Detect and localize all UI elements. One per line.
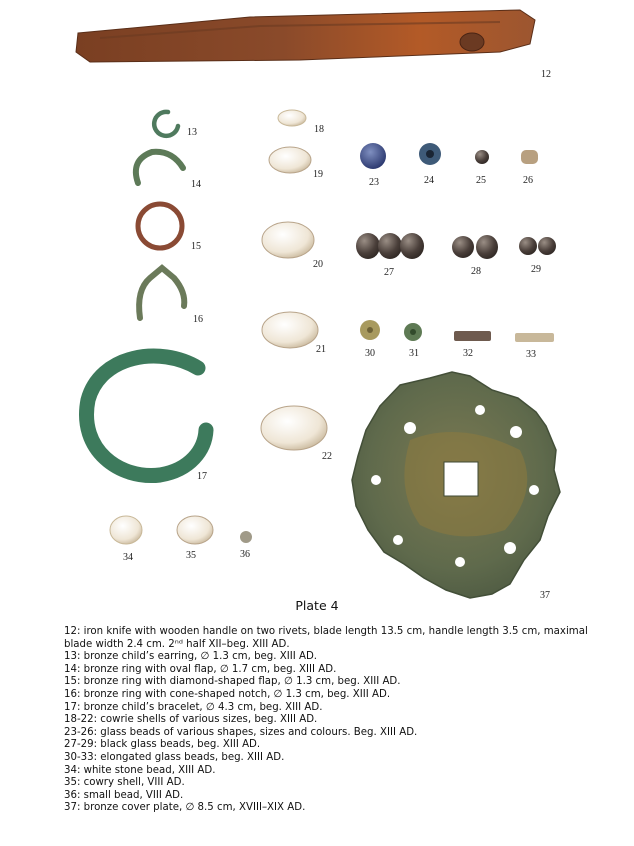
caption-18-22: 18-22: cowrie shells of various sizes, beg. XIII AD. [64, 714, 318, 726]
bead-hole [426, 150, 434, 158]
caption-37: 37: bronze cover plate, ∅ 8.5 cm, XVIII–XIX AD. [64, 802, 306, 814]
label-35: 35 [186, 550, 196, 561]
artifact-small-bead-36 [240, 531, 252, 543]
label-16: 16 [193, 314, 203, 325]
artifact-beads-29 [519, 237, 556, 255]
artifact-cowrie-20 [262, 222, 314, 258]
label-33: 33 [526, 349, 536, 360]
artifact-ring-oval-flap [136, 152, 183, 183]
artifact-bracelet [87, 356, 206, 475]
caption-36: 36: small bead, VIII AD. [64, 789, 184, 801]
artifact-cowrie-19 [269, 147, 311, 173]
label-32: 32 [463, 348, 473, 359]
artifact-bead-26 [521, 150, 538, 164]
label-14: 14 [191, 179, 201, 190]
artifact-cowrie-21 [262, 312, 318, 348]
label-27: 27 [384, 267, 394, 278]
artifact-cover-plate [352, 372, 560, 598]
label-23: 23 [369, 177, 379, 188]
caption-23-26: 23-26: glass beads of various shapes, sizes and colours. Beg. XIII AD. [64, 726, 418, 738]
caption-13: 13: bronze child’s earring, ∅ 1.3 cm, beg. XIII AD. [64, 651, 318, 663]
caption-14: 14: bronze ring with oval flap, ∅ 1.7 cm, beg. XIII AD. [64, 663, 337, 675]
artifact-cowrie-18 [278, 110, 306, 126]
label-22: 22 [322, 451, 332, 462]
label-12: 12 [541, 69, 551, 80]
label-31: 31 [409, 348, 419, 359]
artifact-stone-bead-34 [110, 516, 142, 544]
label-17: 17 [197, 471, 207, 482]
artifact-cowrie-22 [261, 406, 327, 450]
label-13: 13 [187, 127, 197, 138]
label-24: 24 [424, 175, 434, 186]
artifact-beads-28 [452, 235, 498, 259]
label-36: 36 [240, 549, 250, 560]
caption-15: 15: bronze ring with diamond-shaped flap, ∅ 1.3 cm, beg. XIII AD. [64, 676, 401, 688]
caption-34: 34: white stone bead, XIII AD. [64, 764, 216, 776]
label-29: 29 [531, 264, 541, 275]
label-37: 37 [540, 590, 550, 600]
caption-list [64, 626, 609, 815]
caption-35: 35: cowry shell, VIII AD. [64, 777, 185, 789]
bead-hole [367, 327, 373, 333]
label-25: 25 [476, 175, 486, 186]
caption-16: 16: bronze ring with cone-shaped notch, ∅ 1.3 cm, beg. XIII AD. [64, 688, 391, 700]
label-26: 26 [523, 175, 533, 186]
label-20: 20 [313, 259, 323, 270]
artifact-bead-25 [475, 150, 489, 164]
plate-title: Plate 4 [295, 598, 339, 613]
label-30: 30 [365, 348, 375, 359]
artifact-ring-diamond-flap [138, 204, 182, 248]
artifact-bead-33 [515, 333, 554, 342]
artifact-bead-32 [454, 331, 491, 341]
artifact-cowry-35 [177, 516, 213, 544]
artifact-bead-23 [360, 143, 386, 169]
caption-12: 12: iron knife with wooden handle on two rivets, blade length 13.5 cm, handle length 3.5 cm, maximal blade width 2.4 cm. 2ⁿᵈ half XII–beg. XIII AD. [64, 626, 592, 650]
bead-hole [410, 329, 416, 335]
label-15: 15 [191, 241, 201, 252]
label-28: 28 [471, 266, 481, 277]
artifact-earring [154, 112, 178, 136]
label-34: 34 [123, 552, 133, 563]
artifact-beads-27 [356, 233, 424, 259]
artifact-ring-cone-notch [139, 268, 184, 318]
caption-30-33: 30-33: elongated glass beads, beg. XIII AD. [64, 751, 285, 763]
label-19: 19 [313, 169, 323, 180]
caption-17: 17: bronze child’s bracelet, ∅ 4.3 cm, beg. XIII AD. [64, 701, 323, 713]
label-18: 18 [314, 124, 324, 135]
label-21: 21 [316, 344, 326, 355]
artifact-knife [76, 10, 535, 62]
caption-27-29: 27-29: black glass beads, beg. XIII AD. [64, 739, 261, 751]
